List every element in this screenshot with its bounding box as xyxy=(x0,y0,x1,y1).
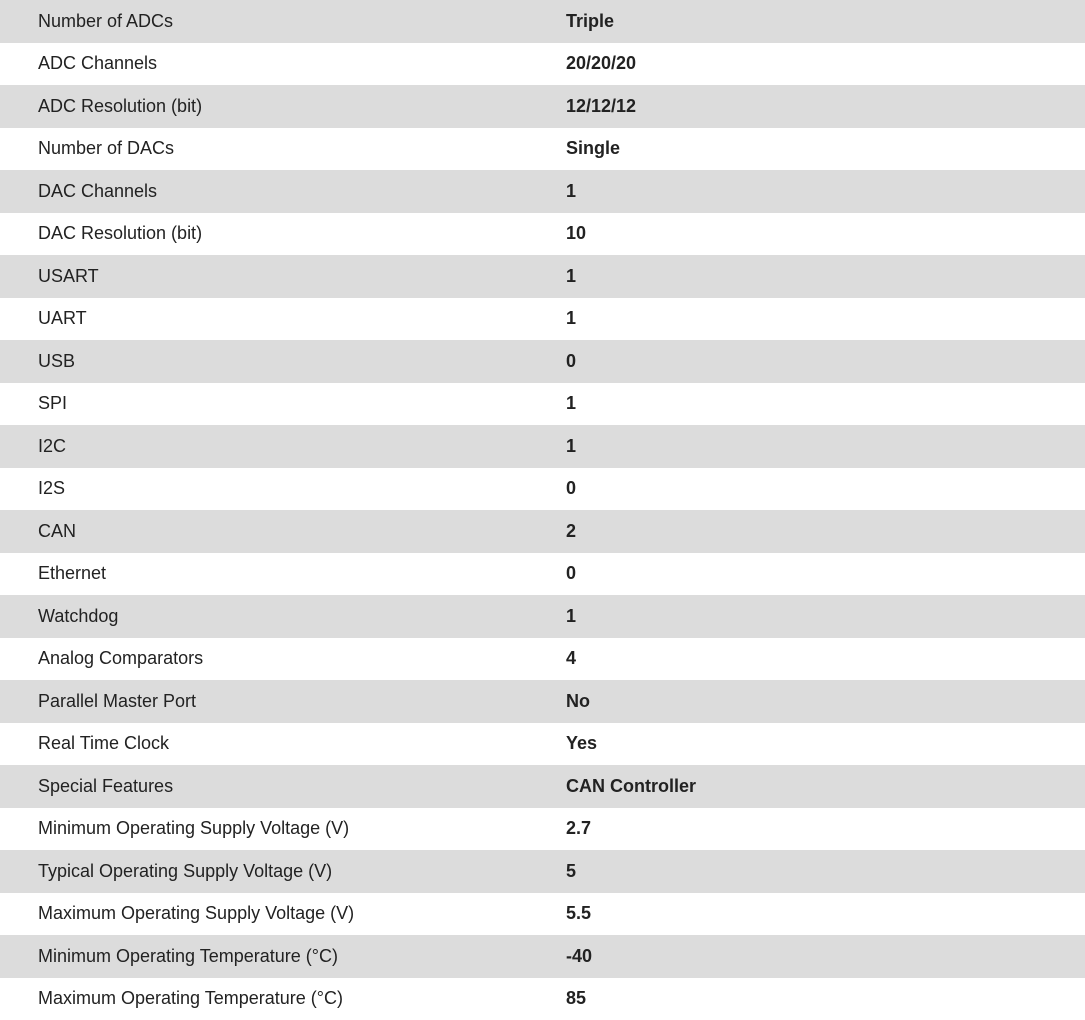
spec-value: 10 xyxy=(566,213,1085,256)
table-row xyxy=(0,425,1085,468)
spec-label: Real Time Clock xyxy=(0,723,566,766)
spec-value: 2 xyxy=(566,510,1085,553)
spec-label: Maximum Operating Temperature (°C) xyxy=(0,978,566,1020)
spec-value: 2.7 xyxy=(566,808,1085,851)
table-row xyxy=(0,340,1085,383)
spec-label: SPI xyxy=(0,383,566,426)
spec-label: ADC Channels xyxy=(0,43,566,86)
spec-value: 85 xyxy=(566,978,1085,1020)
spec-value: 5.5 xyxy=(566,893,1085,936)
table-row xyxy=(0,170,1085,213)
spec-value: Triple xyxy=(566,0,1085,43)
spec-label: UART xyxy=(0,298,566,341)
spec-value: 1 xyxy=(566,170,1085,213)
spec-label: DAC Resolution (bit) xyxy=(0,213,566,256)
table-row xyxy=(0,595,1085,638)
table-row xyxy=(0,0,1085,43)
spec-label: USART xyxy=(0,255,566,298)
spec-label: Parallel Master Port xyxy=(0,680,566,723)
spec-label: Analog Comparators xyxy=(0,638,566,681)
spec-label: Minimum Operating Temperature (°C) xyxy=(0,935,566,978)
table-row xyxy=(0,808,1085,851)
spec-label: I2C xyxy=(0,425,566,468)
spec-label: Maximum Operating Supply Voltage (V) xyxy=(0,893,566,936)
table-row xyxy=(0,850,1085,893)
spec-value: No xyxy=(566,680,1085,723)
spec-value: 12/12/12 xyxy=(566,85,1085,128)
spec-value: 5 xyxy=(566,850,1085,893)
table-row xyxy=(0,383,1085,426)
spec-label: Special Features xyxy=(0,765,566,808)
table-row xyxy=(0,893,1085,936)
spec-label: Ethernet xyxy=(0,553,566,596)
spec-value: -40 xyxy=(566,935,1085,978)
table-row xyxy=(0,255,1085,298)
spec-value: 1 xyxy=(566,298,1085,341)
table-row xyxy=(0,510,1085,553)
spec-label: ADC Resolution (bit) xyxy=(0,85,566,128)
spec-value: 0 xyxy=(566,468,1085,511)
table-row xyxy=(0,128,1085,171)
spec-value: Yes xyxy=(566,723,1085,766)
spec-label: Number of ADCs xyxy=(0,0,566,43)
spec-value: 1 xyxy=(566,595,1085,638)
spec-label: Watchdog xyxy=(0,595,566,638)
spec-value: 0 xyxy=(566,340,1085,383)
spec-value: 0 xyxy=(566,553,1085,596)
table-row xyxy=(0,85,1085,128)
spec-value: 1 xyxy=(566,425,1085,468)
spec-label: Number of DACs xyxy=(0,128,566,171)
table-row xyxy=(0,298,1085,341)
spec-value: 1 xyxy=(566,383,1085,426)
table-row xyxy=(0,765,1085,808)
spec-label: Typical Operating Supply Voltage (V) xyxy=(0,850,566,893)
table-row xyxy=(0,680,1085,723)
spec-label: CAN xyxy=(0,510,566,553)
spec-value: 1 xyxy=(566,255,1085,298)
table-row xyxy=(0,213,1085,256)
spec-value: 4 xyxy=(566,638,1085,681)
spec-value: CAN Controller xyxy=(566,765,1085,808)
table-row xyxy=(0,553,1085,596)
spec-label: USB xyxy=(0,340,566,383)
table-row xyxy=(0,638,1085,681)
spec-value: Single xyxy=(566,128,1085,171)
table-row xyxy=(0,978,1085,1020)
table-row xyxy=(0,935,1085,978)
spec-label: I2S xyxy=(0,468,566,511)
table-row xyxy=(0,468,1085,511)
spec-label: Minimum Operating Supply Voltage (V) xyxy=(0,808,566,851)
table-row xyxy=(0,723,1085,766)
spec-value: 20/20/20 xyxy=(566,43,1085,86)
table-row xyxy=(0,43,1085,86)
spec-label: DAC Channels xyxy=(0,170,566,213)
